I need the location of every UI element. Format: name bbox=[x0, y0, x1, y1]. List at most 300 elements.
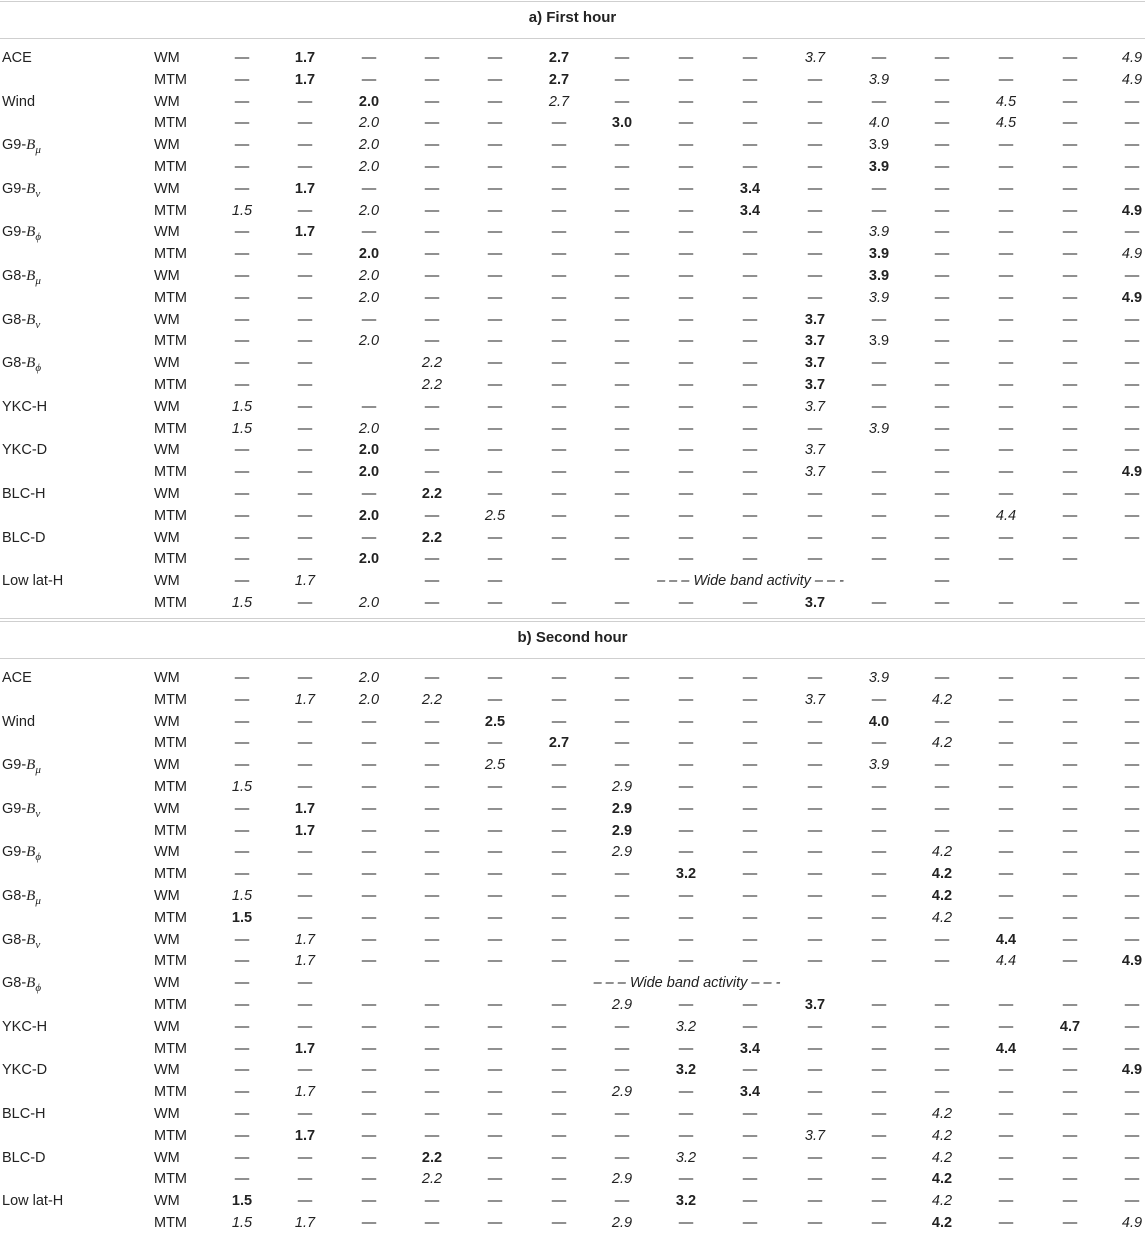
period-value: — bbox=[487, 1149, 503, 1166]
period-value: 2.0 bbox=[358, 691, 380, 708]
period-value: — bbox=[234, 115, 250, 132]
period-value: — bbox=[998, 464, 1014, 481]
period-value: — bbox=[424, 507, 440, 524]
period-value: — bbox=[742, 507, 758, 524]
period-value: — bbox=[871, 50, 887, 66]
period-value: — bbox=[998, 71, 1014, 88]
row-label-text: G9- bbox=[2, 800, 27, 817]
period-value: — bbox=[998, 137, 1014, 154]
method-label: WM bbox=[154, 573, 180, 590]
period-value: 4.5 bbox=[995, 93, 1017, 110]
field-component: μ bbox=[35, 274, 41, 287]
period-value: — bbox=[742, 1062, 758, 1079]
period-value: — bbox=[234, 180, 250, 197]
period-value: 2.0 bbox=[358, 333, 380, 350]
method-label: WM bbox=[154, 757, 180, 774]
period-value: — bbox=[998, 757, 1014, 774]
period-value: — bbox=[297, 377, 313, 393]
period-value: — bbox=[1062, 71, 1078, 88]
period-value: — bbox=[934, 115, 950, 132]
period-value: — bbox=[1062, 713, 1078, 730]
period-value: 4.5 bbox=[995, 115, 1017, 132]
period-value: — bbox=[614, 713, 630, 730]
period-value: 4.9 bbox=[1121, 464, 1143, 481]
period-value: — bbox=[551, 1106, 567, 1122]
period-value: 2.9 bbox=[611, 779, 633, 795]
period-value: — bbox=[487, 224, 503, 241]
period-value: — bbox=[297, 289, 313, 306]
period-value: — bbox=[297, 268, 313, 284]
period-value: 2.9 bbox=[611, 1215, 633, 1231]
period-value: — bbox=[551, 377, 567, 393]
period-value: — bbox=[614, 595, 630, 611]
period-value: — bbox=[807, 1084, 823, 1101]
period-value: — bbox=[361, 844, 377, 861]
period-value: — bbox=[487, 442, 503, 459]
period-value: — bbox=[487, 866, 503, 883]
method-label: WM bbox=[154, 268, 180, 284]
period-value: — bbox=[424, 953, 440, 970]
method-label: MTM bbox=[154, 735, 188, 752]
period-value: — bbox=[614, 268, 630, 284]
field-component: ν bbox=[35, 187, 41, 200]
period-value: — bbox=[234, 224, 250, 241]
period-value: — bbox=[871, 866, 887, 883]
period-value: 1.5 bbox=[231, 1215, 253, 1231]
period-value: 2.0 bbox=[358, 246, 380, 263]
period-value: — bbox=[1062, 137, 1078, 154]
period-value: — bbox=[361, 180, 377, 197]
period-value: 2.7 bbox=[548, 71, 570, 88]
period-value: — bbox=[614, 246, 630, 263]
period-value: — bbox=[998, 486, 1014, 502]
method-label: WM bbox=[154, 93, 180, 110]
method-label: WM bbox=[154, 1193, 180, 1210]
row-label-text: G9- bbox=[2, 180, 27, 197]
period-value: — bbox=[551, 398, 567, 415]
period-value: 2.2 bbox=[421, 1171, 443, 1188]
period-value: — bbox=[234, 442, 250, 459]
period-value: — bbox=[614, 757, 630, 774]
period-value: — bbox=[934, 50, 950, 66]
period-value: — bbox=[487, 398, 503, 415]
period-value: 4.2 bbox=[931, 1193, 953, 1210]
method-label: WM bbox=[154, 180, 180, 197]
period-value: — bbox=[361, 931, 377, 948]
period-value: — bbox=[614, 953, 630, 970]
period-value: 3.4 bbox=[739, 202, 761, 219]
period-value: — bbox=[614, 866, 630, 883]
period-value: — bbox=[742, 866, 758, 883]
period-value: — bbox=[1062, 691, 1078, 708]
period-value: 1.5 bbox=[231, 779, 253, 795]
period-value: — bbox=[614, 224, 630, 241]
period-value: 3.7 bbox=[804, 398, 826, 415]
period-value: — bbox=[614, 1018, 630, 1035]
field-symbol: B bbox=[26, 137, 36, 154]
period-value: — bbox=[934, 595, 950, 611]
period-value: — bbox=[424, 202, 440, 219]
period-value: — bbox=[614, 311, 630, 328]
period-value: — bbox=[678, 377, 694, 393]
period-value: — bbox=[678, 420, 694, 437]
period-value: — bbox=[234, 670, 250, 686]
period-value: 2.0 bbox=[358, 442, 380, 459]
period-value: 3.7 bbox=[804, 464, 826, 481]
period-value: 1.7 bbox=[294, 1084, 316, 1101]
period-value: — bbox=[678, 1127, 694, 1144]
period-value: — bbox=[1124, 1193, 1140, 1210]
period-value: — bbox=[1062, 1062, 1078, 1079]
period-value: — bbox=[297, 1193, 313, 1210]
period-value: — bbox=[742, 398, 758, 415]
period-value: 4.2 bbox=[931, 844, 953, 861]
period-value: — bbox=[998, 1018, 1014, 1035]
period-value: — bbox=[678, 800, 694, 817]
period-value: — bbox=[614, 71, 630, 88]
period-value: — bbox=[742, 670, 758, 686]
period-value: 4.0 bbox=[868, 713, 890, 730]
period-value: — bbox=[487, 180, 503, 197]
period-value: — bbox=[551, 115, 567, 132]
period-value: — bbox=[234, 1171, 250, 1188]
method-label: MTM bbox=[154, 464, 188, 481]
period-value: — bbox=[424, 159, 440, 175]
field-symbol: B bbox=[26, 975, 36, 992]
period-value: — bbox=[361, 1171, 377, 1188]
period-value: 3.0 bbox=[611, 115, 633, 132]
period-value: — bbox=[871, 311, 887, 328]
row-label-text: BLC-H bbox=[2, 486, 46, 502]
period-value: 3.2 bbox=[675, 866, 697, 883]
period-value: — bbox=[1124, 420, 1140, 437]
row-label bbox=[2, 221, 41, 243]
period-value: — bbox=[998, 997, 1014, 1013]
period-value: — bbox=[487, 1193, 503, 1210]
period-value: — bbox=[234, 333, 250, 350]
row-label bbox=[2, 972, 41, 994]
period-value: 4.9 bbox=[1121, 50, 1143, 66]
period-value: — bbox=[742, 800, 758, 817]
period-value: — bbox=[487, 202, 503, 219]
period-value: — bbox=[807, 953, 823, 970]
period-value: 4.4 bbox=[995, 1040, 1017, 1057]
period-value: — bbox=[742, 289, 758, 306]
period-value: — bbox=[871, 800, 887, 817]
period-value: — bbox=[424, 93, 440, 110]
period-value: — bbox=[487, 551, 503, 568]
period-value: 2.0 bbox=[358, 595, 380, 611]
period-value: — bbox=[234, 377, 250, 393]
period-value: — bbox=[871, 1171, 887, 1188]
period-value: — bbox=[297, 507, 313, 524]
period-value: 1.7 bbox=[294, 71, 316, 88]
period-value: — bbox=[678, 1215, 694, 1231]
period-value: — bbox=[487, 289, 503, 306]
period-value: — bbox=[361, 1193, 377, 1210]
period-value: — bbox=[614, 333, 630, 350]
period-value: — bbox=[487, 573, 503, 590]
period-value: — bbox=[1062, 844, 1078, 861]
period-value: 2.0 bbox=[358, 464, 380, 481]
period-value: — bbox=[424, 573, 440, 590]
row-label-text: BLC-D bbox=[2, 529, 46, 546]
period-value: — bbox=[998, 333, 1014, 350]
period-value: — bbox=[614, 1062, 630, 1079]
period-value: — bbox=[614, 1193, 630, 1210]
period-value: 4.9 bbox=[1121, 1062, 1143, 1079]
period-value: — bbox=[234, 953, 250, 970]
period-value: — bbox=[871, 997, 887, 1013]
period-value: — bbox=[614, 551, 630, 568]
period-value: — bbox=[678, 442, 694, 459]
period-value: — bbox=[297, 735, 313, 752]
period-value: 2.2 bbox=[421, 377, 443, 393]
period-value: — bbox=[678, 464, 694, 481]
period-value: — bbox=[424, 713, 440, 730]
period-value: — bbox=[934, 1062, 950, 1079]
period-value: — bbox=[424, 757, 440, 774]
method-label: WM bbox=[154, 224, 180, 241]
period-value: 2.9 bbox=[611, 844, 633, 861]
period-value: 3.7 bbox=[804, 50, 826, 66]
period-value: 2.0 bbox=[358, 289, 380, 306]
period-value: — bbox=[1062, 931, 1078, 948]
period-value: — bbox=[742, 844, 758, 861]
period-value: 2.9 bbox=[611, 1171, 633, 1188]
period-value: — bbox=[297, 398, 313, 415]
period-value: 3.9 bbox=[868, 670, 890, 686]
period-value: 1.5 bbox=[231, 909, 253, 926]
period-value: — bbox=[234, 713, 250, 730]
row-label-text: Low lat-H bbox=[2, 573, 64, 590]
period-value: — bbox=[998, 268, 1014, 284]
period-value: — bbox=[424, 224, 440, 241]
period-value: — bbox=[1062, 822, 1078, 839]
period-value: — bbox=[297, 779, 313, 795]
period-value: — bbox=[487, 486, 503, 502]
period-value: — bbox=[871, 822, 887, 839]
method-label: MTM bbox=[154, 909, 188, 926]
method-label: MTM bbox=[154, 1040, 188, 1057]
period-value: 4.9 bbox=[1121, 1215, 1143, 1231]
period-value: — bbox=[297, 997, 313, 1013]
period-value: — bbox=[1124, 159, 1140, 175]
period-value: — bbox=[1124, 311, 1140, 328]
period-value: — bbox=[1062, 224, 1078, 241]
period-value: — bbox=[998, 159, 1014, 175]
row-label-text: G8- bbox=[2, 268, 27, 284]
period-value: — bbox=[424, 1084, 440, 1101]
period-value: 4.4 bbox=[995, 931, 1017, 948]
period-value: — bbox=[998, 595, 1014, 611]
field-symbol: B bbox=[26, 224, 36, 241]
period-value: — bbox=[487, 333, 503, 350]
row-label bbox=[2, 1147, 46, 1169]
period-value: — bbox=[297, 355, 313, 372]
period-value: — bbox=[934, 464, 950, 481]
method-label: WM bbox=[154, 1149, 180, 1166]
period-value: — bbox=[934, 289, 950, 306]
period-value: — bbox=[1124, 822, 1140, 839]
period-value: — bbox=[614, 735, 630, 752]
period-value: — bbox=[807, 137, 823, 154]
method-label: WM bbox=[154, 486, 180, 502]
row-label-text: G8- bbox=[2, 931, 27, 948]
section-top-rule bbox=[0, 1, 1145, 2]
period-value: — bbox=[742, 486, 758, 502]
period-value: — bbox=[1124, 1149, 1140, 1166]
wide-band-activity-note: – – – Wide band activity – – - bbox=[657, 573, 844, 590]
period-value: — bbox=[487, 377, 503, 393]
period-value: — bbox=[234, 289, 250, 306]
period-value: — bbox=[742, 595, 758, 611]
period-value: — bbox=[1062, 1149, 1078, 1166]
period-value: 4.2 bbox=[931, 1127, 953, 1144]
period-value: — bbox=[1124, 888, 1140, 904]
method-label: MTM bbox=[154, 159, 188, 175]
row-label bbox=[2, 754, 41, 776]
period-value: — bbox=[998, 800, 1014, 817]
row-label bbox=[2, 1103, 46, 1125]
period-value: 3.9 bbox=[868, 757, 890, 774]
period-value: — bbox=[678, 71, 694, 88]
period-value: — bbox=[871, 355, 887, 372]
period-value: — bbox=[361, 1084, 377, 1101]
field-symbol: B bbox=[26, 888, 36, 904]
period-value: — bbox=[742, 1215, 758, 1231]
period-value: — bbox=[551, 268, 567, 284]
period-value: — bbox=[678, 289, 694, 306]
header-bottom-rule bbox=[0, 658, 1145, 659]
period-value: 1.7 bbox=[294, 691, 316, 708]
period-value: — bbox=[424, 137, 440, 154]
row-label-text: YKC-H bbox=[2, 398, 48, 415]
period-value: — bbox=[871, 377, 887, 393]
period-value: — bbox=[234, 1040, 250, 1057]
period-value: 4.9 bbox=[1121, 289, 1143, 306]
period-value: — bbox=[551, 464, 567, 481]
period-value: — bbox=[424, 997, 440, 1013]
period-value: — bbox=[807, 844, 823, 861]
method-label: MTM bbox=[154, 71, 188, 88]
period-value: — bbox=[1062, 1171, 1078, 1188]
method-label: WM bbox=[154, 311, 180, 328]
period-value: — bbox=[1062, 909, 1078, 926]
period-value: — bbox=[614, 1149, 630, 1166]
period-value: — bbox=[551, 1084, 567, 1101]
period-value: — bbox=[234, 50, 250, 66]
period-value: — bbox=[424, 311, 440, 328]
period-value: — bbox=[424, 333, 440, 350]
period-value: — bbox=[234, 551, 250, 568]
period-value: — bbox=[678, 931, 694, 948]
method-label: WM bbox=[154, 670, 180, 686]
period-value: — bbox=[998, 1127, 1014, 1144]
period-value: — bbox=[1062, 1127, 1078, 1144]
field-component: μ bbox=[35, 894, 41, 907]
method-label: WM bbox=[154, 1062, 180, 1079]
row-label-text: ACE bbox=[2, 670, 32, 686]
period-value: — bbox=[1124, 180, 1140, 197]
period-value: 4.4 bbox=[995, 507, 1017, 524]
period-value: — bbox=[678, 888, 694, 904]
period-value: — bbox=[1062, 551, 1078, 568]
period-value: — bbox=[614, 398, 630, 415]
period-value: — bbox=[361, 800, 377, 817]
period-value: — bbox=[871, 1084, 887, 1101]
field-component: ϕ bbox=[35, 982, 42, 995]
field-symbol: B bbox=[26, 931, 36, 948]
period-value: — bbox=[871, 1018, 887, 1035]
method-label: MTM bbox=[154, 595, 188, 611]
period-value: — bbox=[807, 909, 823, 926]
period-value: — bbox=[807, 1106, 823, 1122]
period-value: — bbox=[487, 953, 503, 970]
period-value: — bbox=[297, 486, 313, 502]
period-value: — bbox=[551, 1215, 567, 1231]
period-value: — bbox=[614, 909, 630, 926]
period-value: — bbox=[234, 691, 250, 708]
period-value: — bbox=[998, 713, 1014, 730]
period-value: — bbox=[742, 311, 758, 328]
period-value: — bbox=[234, 311, 250, 328]
period-value: — bbox=[807, 1215, 823, 1231]
row-label-text: Wind bbox=[2, 713, 36, 730]
period-value: — bbox=[1062, 398, 1078, 415]
section-title: a) First hour bbox=[528, 9, 617, 26]
period-value: — bbox=[678, 1084, 694, 1101]
row-label-text: YKC-D bbox=[2, 1062, 48, 1079]
period-value: — bbox=[1124, 713, 1140, 730]
period-value: 2.0 bbox=[358, 420, 380, 437]
period-value: — bbox=[1124, 909, 1140, 926]
period-value: — bbox=[1062, 180, 1078, 197]
period-value: — bbox=[871, 551, 887, 568]
period-value: 4.9 bbox=[1121, 202, 1143, 219]
row-label bbox=[2, 396, 47, 418]
period-value: 3.7 bbox=[804, 311, 826, 328]
period-value: 4.2 bbox=[931, 866, 953, 883]
row-label-text: G8- bbox=[2, 311, 27, 328]
period-value: — bbox=[934, 333, 950, 350]
period-value: — bbox=[934, 931, 950, 948]
method-label: MTM bbox=[154, 289, 188, 306]
period-value: 4.2 bbox=[931, 691, 953, 708]
period-value: — bbox=[871, 529, 887, 546]
method-label: MTM bbox=[154, 1171, 188, 1188]
period-value: — bbox=[487, 822, 503, 839]
period-value: — bbox=[487, 464, 503, 481]
period-value: 3.9 bbox=[868, 289, 890, 306]
period-value: — bbox=[1062, 1215, 1078, 1231]
period-value: — bbox=[678, 137, 694, 154]
period-value: — bbox=[934, 268, 950, 284]
period-value: — bbox=[934, 137, 950, 154]
method-label: MTM bbox=[154, 1215, 188, 1231]
period-value: — bbox=[934, 713, 950, 730]
method-label: WM bbox=[154, 975, 180, 992]
period-value: — bbox=[742, 997, 758, 1013]
period-value: 4.9 bbox=[1121, 246, 1143, 263]
period-value: 3.2 bbox=[675, 1193, 697, 1210]
period-value: — bbox=[1124, 1106, 1140, 1122]
period-value: — bbox=[934, 159, 950, 175]
period-value: — bbox=[1124, 115, 1140, 132]
period-value: — bbox=[871, 1193, 887, 1210]
period-value: — bbox=[1062, 333, 1078, 350]
period-value: — bbox=[1062, 1106, 1078, 1122]
